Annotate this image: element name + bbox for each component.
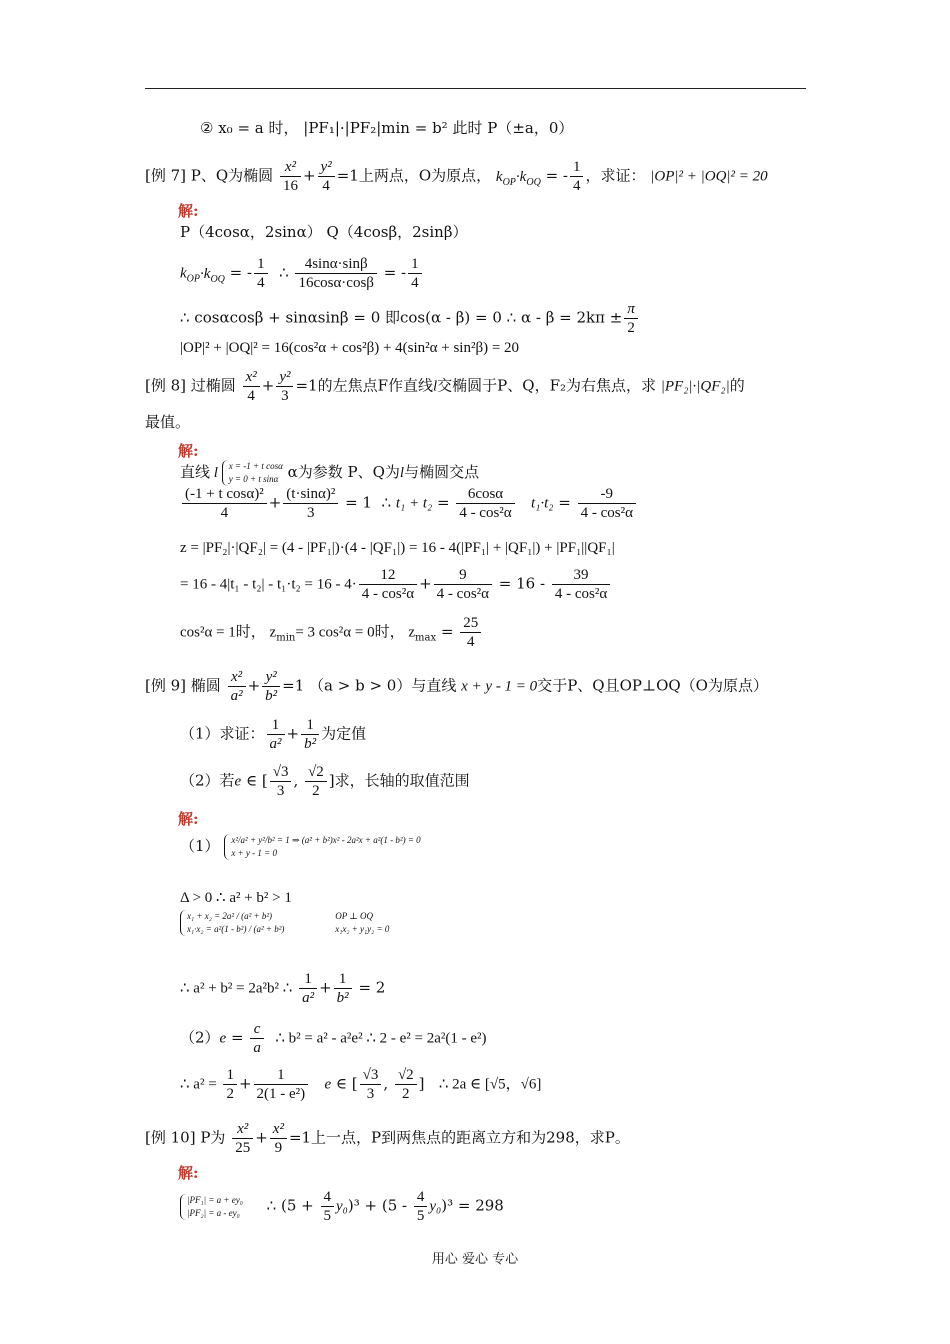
solution-line: ∴ a² = $\frac{1}{2}$ + $\frac{1}{\text{2(1 - e²)}}$ e ∈ [ $\frac{√3}{3}$ , $\frac{√2}{2}$ ] ∴ 2a ∈ [√5，√6] [180,1067,542,1102]
solution-label: 解: [178,810,199,828]
solution-line: $\frac{\text{(-1 + t cosα)²}}{4}$ + $\frac{\text{(t·sinα)²}}{3}$ = 1 ∴ t₁ + t₂ = $\frac{6\cos\alpha}{\text{4 - cos²α}}$ t₁·t₂ = $\frac{-9}{\text{4 - cos²α}}$ [180,485,638,522]
solution-line: （2）e = $\frac{c}{a}$ ∴ b² = a² - a²e² ∴ 2 - e² = 2a²(1 - e²) [180,1021,487,1056]
solution-line: P（4cosα，2sinα） Q（4cosβ，2sinβ） [180,223,468,241]
solution-label: 解: [178,1164,199,1182]
solution-label: 解: [178,442,199,460]
solution-line: x₁ + x₂ = 2a² / (a² + b²) x₁·x₂ = a²(1 - b²) / (a² + b²) OP ⊥ OQ x₁x₂ + y₁y₂ = 0 [180,910,389,936]
page-footer: 用心 爱心 专心 [431,1252,519,1267]
example-8-statement: [例 8] 过椭圆 $\frac{\text{x²}}{4}$ + $\frac{\text{y²}}{3}$ =1的左焦点F作直线l交椭圆于P、Q，F₂为右焦点，求 |PF₂|·|QF₂|的 [145,369,745,404]
solution-line: |OP|² + |OQ|² = 16(cos²α + cos²β) + 4(sin²α + sin²β) = 20 [180,340,520,356]
solution-line: z = |PF₂|·|QF₂| = (4 - |PF₁|)·(4 - |QF₁|) = 16 - 4(|PF₁| + |QF₁|) + |PF₁||QF₁| [180,540,615,556]
solution-line: $k_{OP}\cdot k_{OQ}$ = - $\frac{1}{4}$ ∴ $\frac{4\sin\alpha\cdot\sin\beta}{16\cos\alpha\cdot\cos\beta}$ = - $\frac{1}{4}$ [180,255,424,292]
solution-line: （1） x²/a² + y²/b² = 1 ⇒ (a² + b²)x² - 2a²x + a²(1 - b²) = 0 x + y - 1 = 0 [180,835,421,858]
sub-question-1: （1）求证： $\frac{1}{\text{a²}}$ + $\frac{1}{\text{b²}}$ 为定值 [180,717,367,752]
example-8-statement-cont: 最值。 [145,413,191,431]
solution-line: ∴ cosαcosβ + sinαsinβ = 0 即cos(α - β) = 0 ∴ α - β = 2kπ ± $\frac{\pi}{2}$ [180,300,640,337]
solution-line: cos²α = 1时， $z_{min}= 3$ cos²α = 0时， $z_{max}$ = $\frac{25}{4}$ [180,614,483,651]
example-7-statement: [例 7] P、Q为椭圆 $\frac{\text{x²}}{16}$ + $\frac{\text{y²}}{4}$ =1上两点，O为原点， $k_{OP}\cdot k_{OQ}$ = - $\frac{1}{4}$ ，求证： |OP|² + |OQ|² = 20 [145,159,768,194]
header-rule [145,88,806,89]
solution-line: Δ > 0 ∴ a² + b² > 1 [180,890,292,906]
solution-line: ∴ a² + b² = 2a²b² ∴ $\frac{1}{\text{a²}}$ + $\frac{1}{\text{b²}}$ = 2 [180,971,386,1006]
sub-question-2: （2）若e ∈ [ $\frac{√3}{3}$ , $\frac{√2}{2}$ ]求，长轴的取值范围 [180,764,470,799]
example-10-statement: [例 10] P为 $\frac{\text{x²}}{25}$ + $\frac{\text{x²}}{9}$ =1上一点，P到两焦点的距离立方和为298，求P。 [145,1121,630,1156]
example-9-statement: [例 9] 椭圆 $\frac{\text{x²}}{\text{a²}}$ + $\frac{\text{y²}}{\text{b²}}$ =1 （a > b > 0）与直线 x + y - 1 = 0交于P、Q且OP⊥OQ（O为原点） [145,669,768,704]
solution-line: = 16 - 4|t₁ - t₂| - t₁·t₂ = 16 - 4· $\frac{12}{\text{4 - cos²α}}$ + $\frac{9}{\text{4 - cos²α}}$ = 16 - $\frac{39}{\text{4 - cos²α}}$ [180,566,612,603]
line-case-2: ② x₀ = a 时， |PF₁|·|PF₂|min = b² 此时 P（±a，0） [200,119,574,137]
solution-line: |PF₁| = a + ey₀ |PF₂| = a - ey₀ ∴ (5 + $\frac{4}{5}$ y₀)³ + (5 - $\frac{4}{5}$ y₀)³ = 298 [180,1188,504,1225]
solution-line: 直线 l x = -1 + t cosα y = 0 + t sinα α为参数 P、Q为l与椭圆交点 [180,461,480,484]
solution-label: 解: [178,202,199,220]
